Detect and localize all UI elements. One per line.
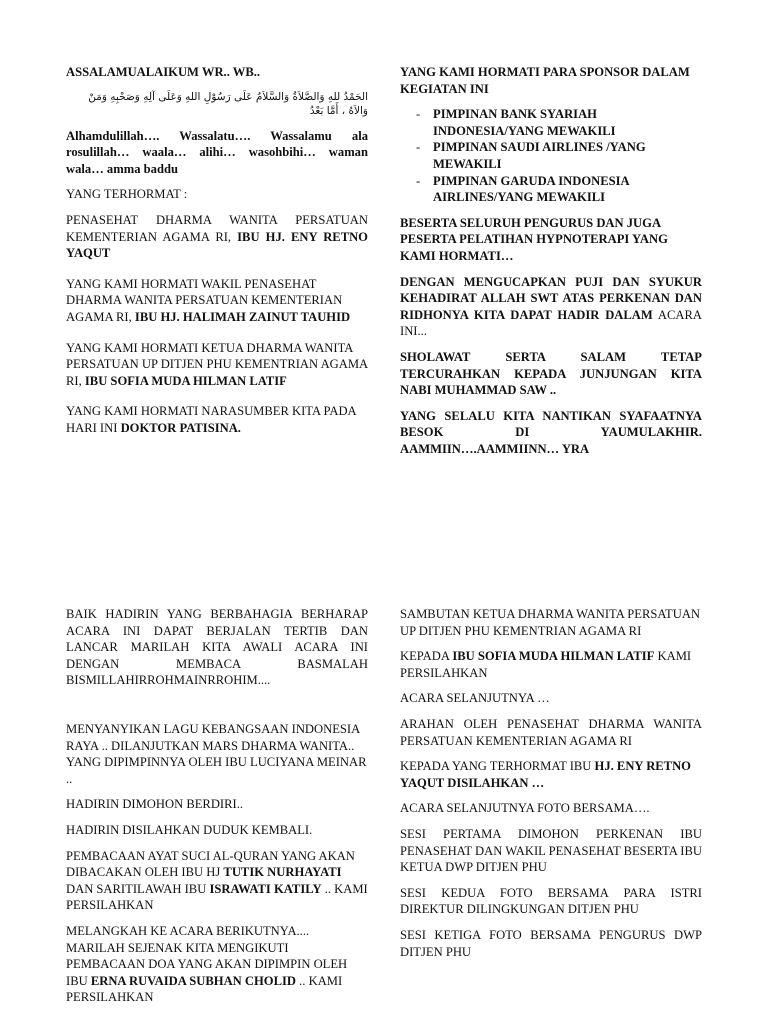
sponsor-heading: YANG KAMI HORMATI PARA SPONSOR DALAM KEGIATAN INI (400, 65, 690, 96)
sambutan-paragraph: SAMBUTAN KETUA DHARMA WANITA PERSATUAN UP DITJEN PHU KEMENTRIAN AGAMA RI (400, 607, 701, 638)
sesi-pertama-paragraph: SESI PERTAMA DIMOHON PERKENAN IBU PENASEHAT DAN WAKIL PENASEHAT BESERTA IBU KETUA DWP DITJEN PHU (400, 826, 702, 875)
ketua-dharma-paragraph: YANG KAMI HORMATI KETUA DHARMA WANITA PERSATUAN UP DITJEN PHU KEMENTRIAN AGAMA RI, IBU SOFIA MUDA HILMAN LATIF (66, 340, 368, 388)
list-item: - PIMPINAN BANK SYARIAH INDONESIA/YANG MEWAKILI (416, 107, 616, 138)
duduk-line: HADIRIN DISILAHKAN DUDUK KEMBALI. (66, 822, 313, 837)
list-item: - PIMPINAN GARUDA INDONESIA AIRLINES/YANG MEWAKILI (416, 173, 629, 205)
lagu-kebangsaan-paragraph: MENYANYIKAN LAGU KEBANGSAAN INDONESIA RAYA .. DILANJUTKAN MARS DHARMA WANITA.. YANG DIPIMPINNYA OLEH IBU LUCIYANA MEINAR .. (66, 721, 367, 786)
arahan-paragraph: ARAHAN OLEH PENASEHAT DHARMA WANITA PERSATUAN KEMENTERIAN AGAMA RI (400, 716, 702, 748)
pembacaan-quran-paragraph: PEMBACAAN AYAT SUCI AL-QURAN YANG AKAN DIBACAKAN OLEH IBU HJ TUTIK NURHAYATI DAN SARITILAWAH IBU ISRAWATI KATILY .. KAMI PERSILAHKAN (66, 848, 368, 913)
opening-basmalah-paragraph: BAIK HADIRIN YANG BERBAHAGIA BERHARAP ACARA INI DAPAT BERJALAN TERTIB DAN LANCAR MARILAH KITA AWALI ACARA INI DENGAN MEMBACA BASMALAH BISMILLAHIRROHMAINRROHIM.... (66, 607, 368, 688)
berdiri-line: HADIRIN DIMOHON BERDIRI.. (66, 797, 244, 812)
list-item: - PIMPINAN SAUDI AIRLINES /YANG MEWAKILI (416, 140, 646, 171)
wakil-penasehat-paragraph: YANG KAMI HORMATI WAKIL PENASEHAT DHARMA WANITA PERSATUAN KEMENTERIAN AGAMA RI, IBU HJ. HALIMAH ZAINUT TAUHID (66, 276, 351, 324)
penasehat-paragraph: PENASEHAT DHARMA WANITA PERSATUAN KEMENTERIAN AGAMA RI, IBU HJ. ENY RETNO YAQUT (66, 212, 368, 261)
column-bottom-right (400, 606, 702, 969)
syafaat-paragraph: YANG SELALU KITA NANTIKAN SYAFAATNYA BESOK DI YAUMULAKHIR. AAMMIIN….AAMMIINN… YRA (400, 408, 702, 456)
sesi-kedua-paragraph: SESI KEDUA FOTO BERSAMA PARA ISTRI DIREKTUR DILINGKUNGAN DITJEN PHU (400, 885, 702, 917)
acara-selanjutnya-line: ACARA SELANJUTNYA … (400, 691, 550, 706)
column-bottom-left (66, 606, 368, 1015)
foto-bersama-line: ACARA SELANJUTNYA FOTO BERSAMA…. (400, 801, 650, 816)
alhamdulillah-paragraph: Alhamdulillah…. Wassalatu…. Wassalamu ala rosulillah… waala… alihi… wasohbihi… waman wala… amma baddu (66, 128, 368, 176)
greeting: ASSALAMUALAIKUM WR.. WB.. (66, 65, 261, 79)
sesi-ketiga-paragraph: SESI KETIGA FOTO BERSAMA PENGURUS DWP DITJEN PHU (400, 927, 702, 959)
column-top-right (400, 64, 702, 466)
arabic-opening: الحَمْدُ للهِ وَالصَّلاَةُ وَالسَّلاَمُ عَلَى رَسُوْلِ اللهِ وَعَلَى آلِهِ وَصَحْبِهِ وَمَنْ وَالاَهُ ، أَمَّا بَعْدُ (88, 90, 368, 117)
sholawat-paragraph: SHOLAWAT SERTA SALAM TETAP TERCURAHKAN KEPADA JUNJUNGAN KITA NABI MUHAMMAD SAW .. (400, 349, 702, 398)
beserta-paragraph: BESERTA SELURUH PENGURUS DAN JUGA PESERTA PELATIHAN HYPNOTERAPI YANG KAMI HORMATI… (400, 215, 668, 263)
kepada-eny-paragraph: KEPADA YANG TERHORMAT IBU HJ. ENY RETNO YAQUT DISILAHKAN … (400, 759, 691, 790)
doa-paragraph: MELANGKAH KE ACARA BERIKUTNYA.... MARILAH SEJENAK KITA MENGIKUTI PEMBACAAN DOA YANG AKAN DIPIMPIN OLEH IBU ERNA RUVAIDA SUBHAN CHOLID .. KAMI PERSILAHKAN (66, 923, 348, 1005)
column-top-left (66, 64, 368, 446)
kepada-sofia-paragraph: KEPADA IBU SOFIA MUDA HILMAN LATIF KAMI PERSILAHKAN (400, 649, 692, 680)
sponsor-list (400, 106, 702, 206)
yang-terhormat-label: YANG TERHORMAT : (66, 187, 188, 202)
puji-syukur-paragraph: DENGAN MENGUCAPKAN PUJI DAN SYUKUR KEHADIRAT ALLAH SWT ATAS PERKENAN DAN RIDHONYA KITA DAPAT HADIR DALAM ACARA INI... (400, 274, 702, 339)
narasumber-paragraph: YANG KAMI HORMATI NARASUMBER KITA PADA HARI INI DOKTOR PATISINA. (66, 404, 356, 435)
